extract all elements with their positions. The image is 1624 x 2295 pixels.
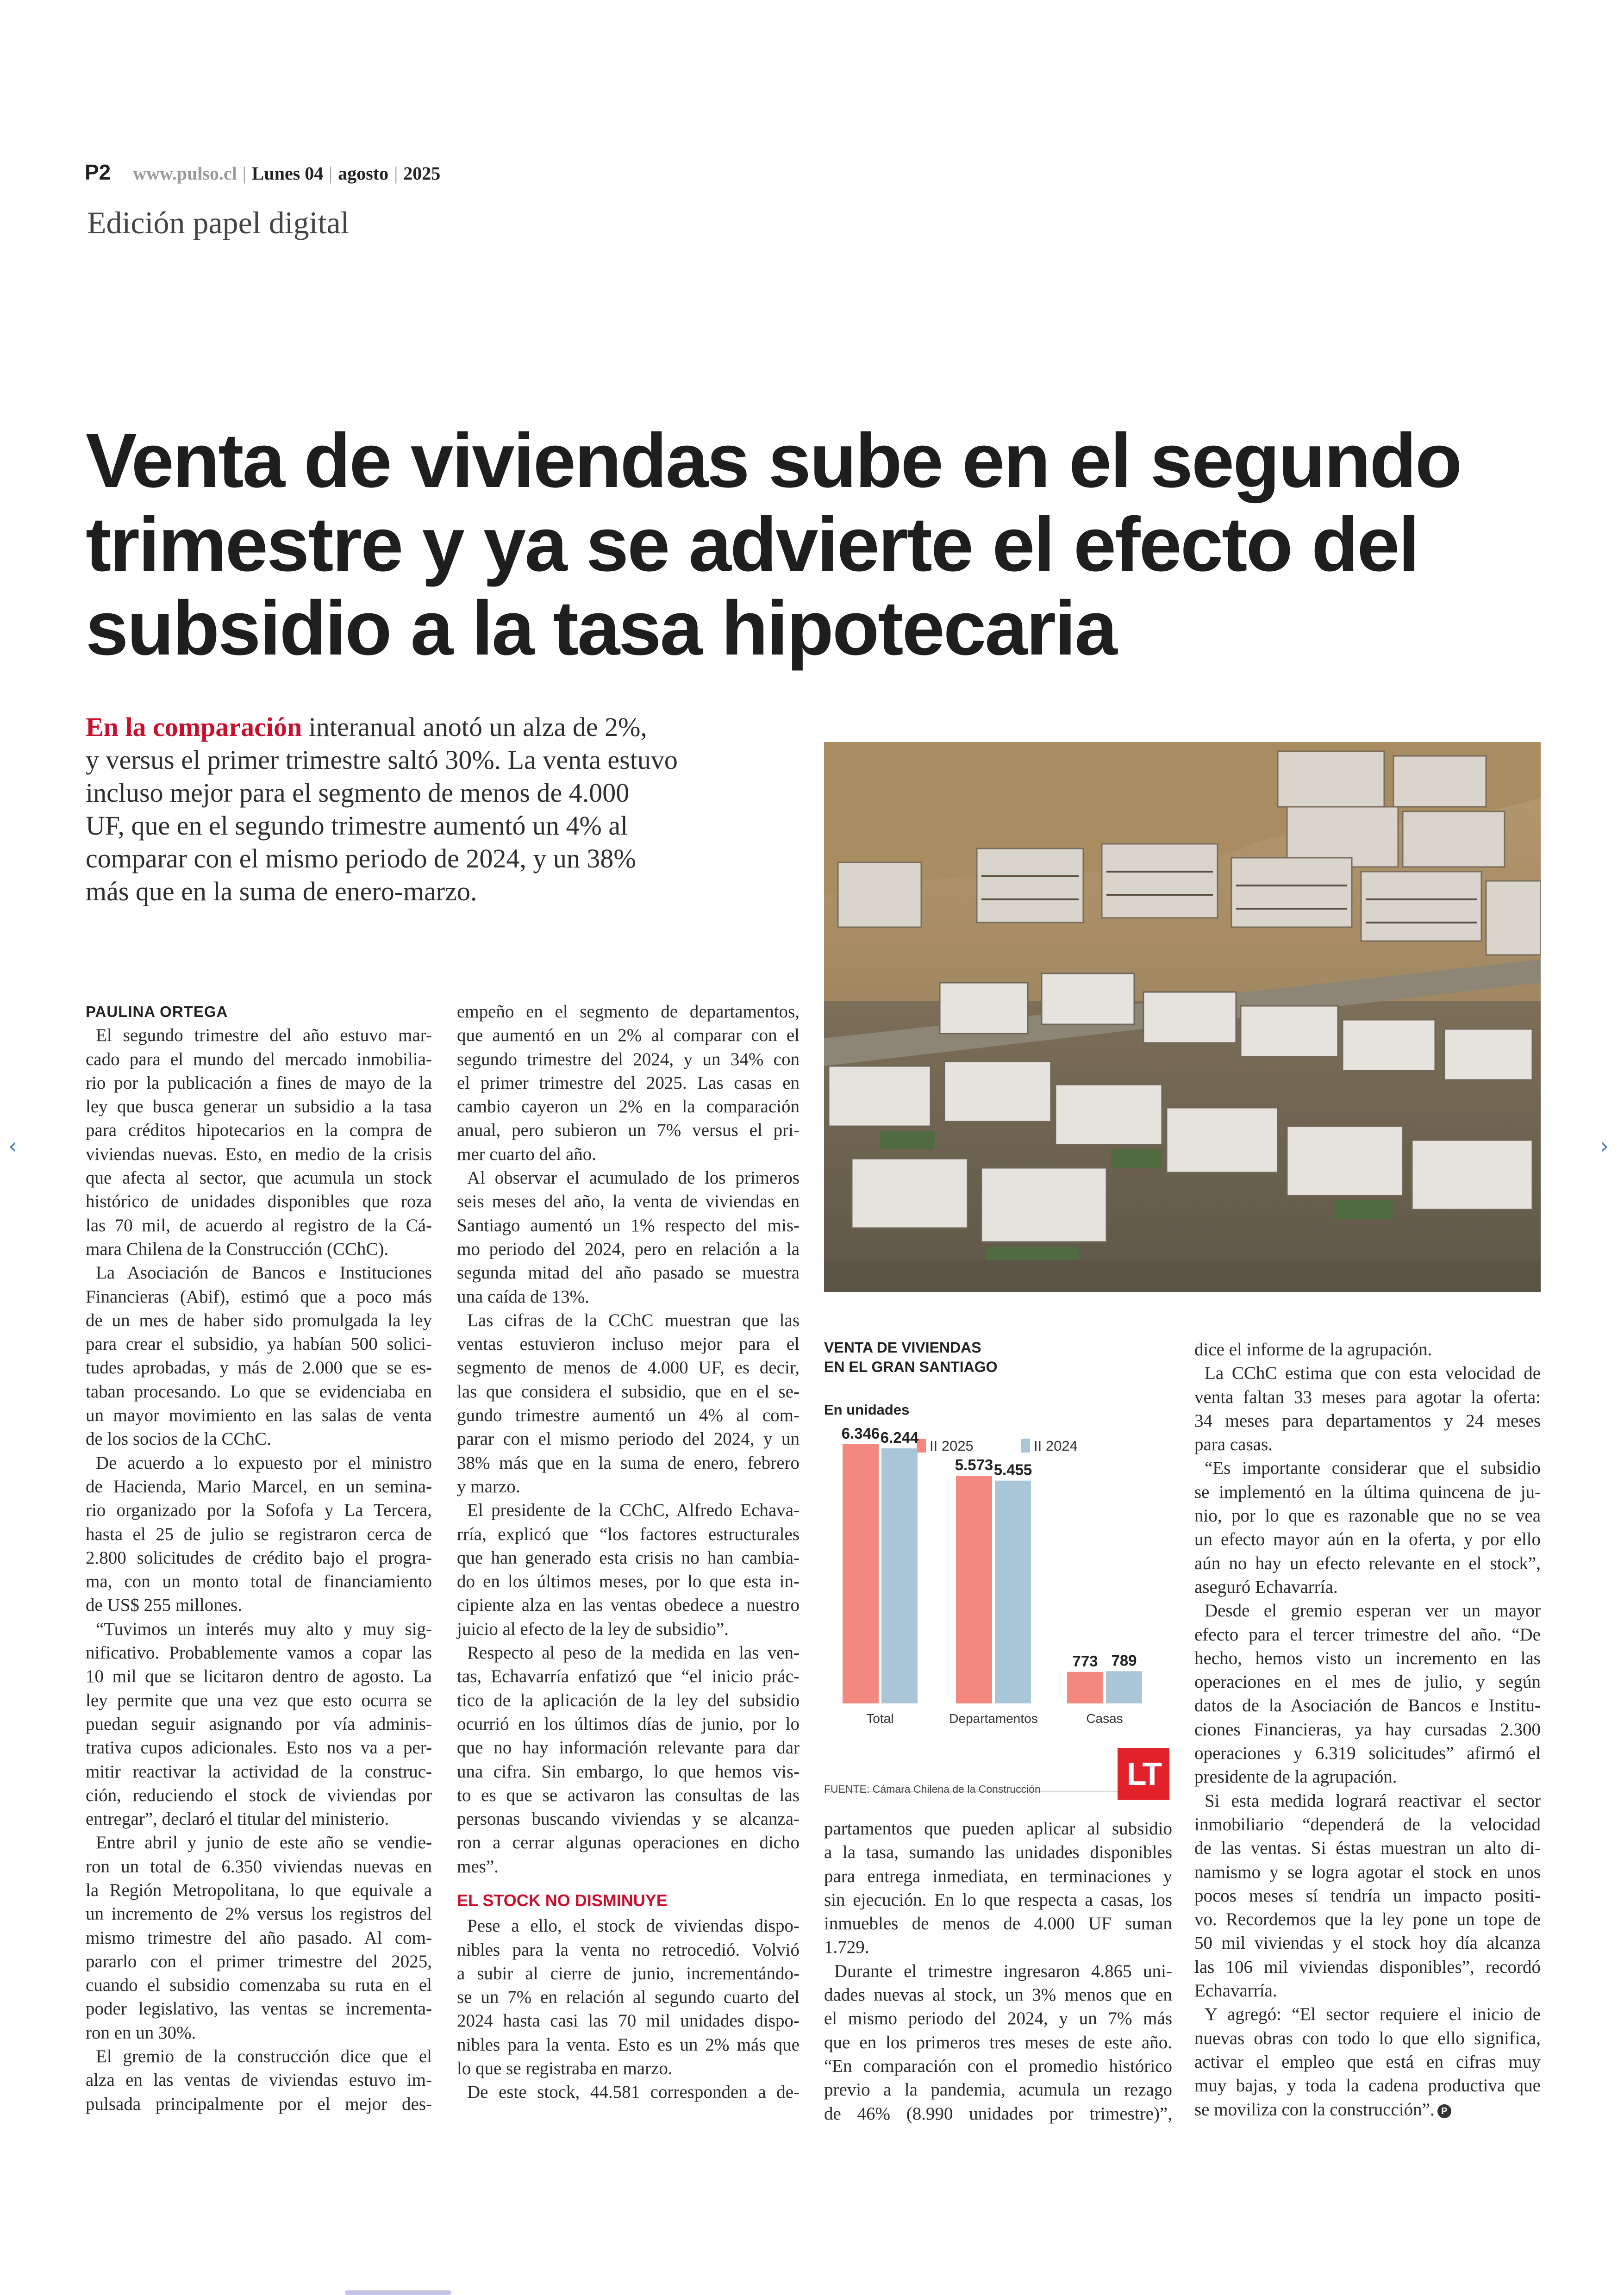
text-line: de 46% (8.990 unidades por trimestre)”, (824, 2103, 1172, 2124)
text-line: ron un total de 6.350 viviendas nuevas en (86, 1856, 432, 1877)
text-line: para entrega inmediata, en terminaciones y (824, 1866, 1172, 1886)
text-line: seis meses del año, la venta de viviendas en (457, 1191, 800, 1212)
text-line: previo a la pandemia, acumula un rezago (824, 2080, 1172, 2100)
text-line: ley permite que una vez que esto ocurra se (86, 1690, 432, 1710)
text-line: ron a cerrar algunas operaciones en dicho (457, 1833, 800, 1853)
column-text (86, 1023, 432, 2116)
text-line: vo. Recordemos que la ley pone un tope de (1194, 1909, 1541, 1930)
lead-text: interanual anotó un alza de 2%, (302, 712, 647, 742)
article-column-2 (457, 1000, 800, 2104)
text-line: histórico de unidades disponibles que roza (86, 1191, 432, 1212)
text-line: poder legislativo, las ventas se incrementa- (86, 1999, 432, 2019)
section-subhead: EL STOCK NO DISMINUYE (457, 1890, 668, 1910)
legend-swatch (1021, 1439, 1030, 1453)
text-line: de Hacienda, Mario Marcel, en un semina- (86, 1476, 432, 1497)
text-line: inmuebles de menos de 4.000 UF suman (824, 1914, 1172, 1934)
text-line: Santiago aumentó un 1% respecto del mis- (457, 1215, 800, 1235)
headline (86, 419, 1521, 670)
text-line: taban procesando. Lo que se evidenciaba en (86, 1381, 432, 1402)
chart-subtitle: En unidades (824, 1402, 910, 1418)
text-line: que aumentó en un 2% al comparar con el (457, 1025, 800, 1046)
text-line: 50 mil viviendas y el stock hoy día alcanza (1194, 1933, 1541, 1953)
text-line: namismo y se logra agotar el stock en unos (1194, 1862, 1541, 1882)
bar-departamentos-2025 (956, 1476, 992, 1703)
prev-page-icon[interactable]: ‹ (8, 1133, 18, 1159)
text-line: Y agregó: “El sector requiere el inicio de (1205, 2004, 1541, 2025)
text-line: rio organizado por la Sofofa y La Tercera, (86, 1500, 432, 1521)
end-mark-icon: P (1437, 2104, 1451, 2118)
site-url[interactable]: www.pulso.cl (133, 163, 237, 184)
text-line: que afecta al sector, que acumula un stock (86, 1168, 432, 1188)
text-line: viviendas nuevas. Esto, en medio de la crisis (86, 1144, 432, 1164)
text-line: juicio al efecto de la ley de subsidio”. (457, 1619, 729, 1639)
text-line: tudes aprobadas, y más de 2.000 que se es- (86, 1358, 432, 1378)
article-column-3 (824, 1817, 1172, 2126)
text-line: La CChC estima que con esta velocidad de (1205, 1363, 1541, 1384)
next-page-icon[interactable]: › (1600, 1133, 1609, 1159)
text-line: nibles para la venta no retrocedió. Volvió (457, 1940, 800, 1960)
text-line: las 106 mil viviendas disponibles”, recordó (1194, 1957, 1541, 1977)
text-line: que han generado esta crisis no han cambia- (457, 1547, 800, 1568)
bar-value-label: 6.346 (841, 1425, 880, 1442)
text-line: una cifra. Sin embargo, lo que hemos vis- (457, 1761, 800, 1782)
text-line: datos de la Asociación de Bancos e Institu- (1194, 1696, 1541, 1716)
article-column-4 (1194, 1338, 1541, 2121)
text-line: Al observar el acumulado de los primeros (467, 1168, 800, 1188)
scroll-indicator[interactable] (345, 2290, 451, 2295)
text-line: un mayor movimiento en las salas de venta (86, 1405, 432, 1426)
legend-label: II 2024 (1034, 1438, 1078, 1454)
text-line: 2024 hasta casi las 70 mil unidades dispo- (457, 2011, 800, 2031)
lead-line: y versus el primer trimestre saltó 30%. La venta estuvo (86, 745, 678, 775)
text-line: para créditos hipotecarios en la compra de (86, 1120, 432, 1141)
text-line: Pese a ello, el stock de viviendas dispo- (467, 1916, 800, 1936)
text-line: El segundo trimestre del año estuvo mar- (96, 1025, 432, 1046)
lead-line: comparar con el mismo periodo de 2024, y un 38% (86, 843, 636, 873)
text-line: segmento de menos de 4.000 UF, es decir, (457, 1358, 800, 1378)
text-line: nibles para la venta. Esto es un 2% más que (457, 2034, 800, 2055)
text-line: a la tasa, sumando las unidades disponibles (824, 1842, 1172, 1863)
lead-line: UF, que en el segundo trimestre aumentó un 4% al (86, 811, 628, 841)
text-line: La Asociación de Bancos e Instituciones (96, 1263, 432, 1283)
text-line: partamentos que pueden aplicar al subsidio (824, 1819, 1172, 1839)
text-line: tas, Echavarría enfatizó que “el inicio prác- (457, 1666, 800, 1687)
text-line: nificativo. Probablemente vamos a copar las (86, 1643, 432, 1663)
text-line: ventas estuvieron incluso mejor para el (457, 1334, 800, 1354)
text-line: cado para el mundo del mercado inmobilia- (86, 1049, 432, 1069)
text-line: to es que se activaron las consultas de las (457, 1785, 800, 1805)
text-line: la Región Metropolitana, lo que equivale a (86, 1880, 432, 1900)
legend-label: II 2025 (930, 1438, 974, 1454)
text-line: mer cuarto del año. (457, 1144, 597, 1164)
header-month: agosto (338, 163, 389, 184)
text-line: ciones Financieras, ya hay cursadas 2.300 (1194, 1719, 1541, 1740)
text-line: nio, por lo que es razonable que no se vea (1194, 1506, 1541, 1526)
text-line: “Es importante considerar que el subsidio (1205, 1458, 1541, 1478)
text-line: operaciones y 6.319 solicitudes” afirmó el (1194, 1743, 1541, 1764)
header-year: 2025 (403, 163, 441, 184)
text-line: ron en un 30%. (86, 2022, 196, 2043)
text-line: pocos meses sí tendría un impacto positi- (1194, 1885, 1541, 1906)
text-line: alza en las ventas de viviendas estuvo im- (86, 2070, 432, 2090)
text-line: cipiente alza en las ventas obedece a nuestro (457, 1595, 800, 1615)
text-line: dice el informe de la agrupación. (1194, 1340, 1432, 1360)
text-line: muy bajas, y toda la cadena productiva que (1194, 2076, 1541, 2096)
text-line: y marzo. (457, 1476, 520, 1497)
article-photo (824, 742, 1541, 1292)
text-line: dades nuevas al stock, un 3% menos que en (824, 1985, 1172, 2005)
text-line: El gremio de la construcción dice que el (96, 2046, 432, 2067)
text-line: El presidente de la CChC, Alfredo Echava- (467, 1500, 800, 1521)
text-line: ción, reduciendo el stock de viviendas por (86, 1785, 432, 1805)
text-line: 34 meses para departamentos y 24 meses (1194, 1410, 1541, 1431)
text-line: puedan seguir asignando por vía adminis- (86, 1714, 432, 1734)
lead-line (86, 711, 808, 743)
text-line: 10 mil que se licitaron dentro de agosto. La (86, 1666, 432, 1687)
text-line: el primer trimestre del 2025. Las casas en (457, 1073, 800, 1093)
separator: | (242, 163, 246, 184)
text-line: “Tuvimos un interés muy alto y muy sig- (96, 1619, 432, 1639)
text-line: se implementó en la última quincena de ju- (1194, 1482, 1541, 1502)
text-line: hecho, hemos visto un incremento en las (1194, 1648, 1541, 1668)
sales-chart (824, 1338, 1176, 1810)
text-line: segunda mitad del año pasado se muestra (457, 1263, 800, 1283)
bar-value-label: 5.455 (993, 1461, 1032, 1478)
text-line: activar el empleo que está en cifras muy (1194, 2052, 1541, 2072)
chart-title-line: EN EL GRAN SANTIAGO (824, 1359, 998, 1375)
text-line: inmobiliario “dependerá de la velocidad (1194, 1814, 1541, 1834)
text-line: entregar”, declaró el titular del ministerio. (86, 1809, 389, 1829)
text-line: ocurrió en los últimos días de junio, por lo (457, 1714, 800, 1734)
text-line: de los socios de la CChC. (86, 1429, 271, 1449)
text-line: lo que se registraba en marzo. (457, 2058, 673, 2079)
text-line: aún no hay un efecto relevante en el stock”, (1194, 1553, 1541, 1573)
text-line: a subir al cierre de junio, incrementándo- (457, 1963, 800, 1983)
column-text (1194, 1338, 1541, 2121)
text-line: un incremento de 2% versus los registros del (86, 1904, 432, 1924)
text-line: “En comparación con el promedio histórico (824, 2056, 1172, 2076)
text-line: para casas. (1194, 1434, 1273, 1455)
lead-line: incluso mejor para el segmento de menos de 4.000 (86, 778, 630, 808)
text-line: 38% más que en la suma de enero, febrero (457, 1453, 800, 1473)
category-label: Casas (1086, 1711, 1123, 1726)
text-line: De acuerdo a lo expuesto por el ministro (96, 1453, 432, 1473)
text-line: las 70 mil, de acuerdo al registro de la Cá- (86, 1215, 432, 1235)
separator: | (394, 163, 398, 184)
text-line: cambio cayeron un 2% en la comparación (457, 1097, 800, 1117)
bar-casas-2024 (1106, 1671, 1142, 1703)
column-text (824, 1817, 1172, 2126)
column-text (457, 1000, 800, 1878)
chart-source: FUENTE: Cámara Chilena de la Construcción (824, 1783, 1041, 1795)
text-line: mo periodo del 2024, pero en relación a la (457, 1239, 800, 1259)
text-line: mismo trimestre del año pasado. Al com- (86, 1927, 432, 1948)
text-line: un efecto mayor aún en la oferta, y por ello (1194, 1529, 1541, 1550)
bar-total-2024 (881, 1448, 918, 1703)
text-line: rría, explicó que “los factores estructurales (457, 1524, 800, 1544)
text-line: pulsada principalmente por el mejor des- (86, 2094, 432, 2114)
text-line: Las cifras de la CChC muestran que las (467, 1310, 800, 1330)
bar-value-label: 6.244 (880, 1429, 919, 1447)
column-text (457, 1914, 800, 2104)
text-line: cuando el subsidio comenzaba su ruta en el (86, 1975, 432, 1996)
text-line: aseguró Echavarría. (1194, 1577, 1338, 1597)
chart-plot (824, 1338, 1176, 1810)
text-line: parar con el mismo periodo del 2024, y un (457, 1429, 800, 1449)
text-line: mitir reactivar la actividad de la construc- (86, 1761, 432, 1782)
byline: PAULINA ORTEGA (86, 1003, 228, 1020)
lead-paragraph (86, 711, 808, 908)
separator: | (329, 163, 333, 184)
text-line: se moviliza con la construcción”. (1194, 2099, 1435, 2120)
text-line: gundo trimestre aumentó un 4% al com- (457, 1405, 800, 1426)
text-line: que no hay información relevante para dar (457, 1738, 800, 1758)
bar-departamentos-2024 (995, 1481, 1031, 1703)
text-line: de las ventas. Si éstas muestran un alto di- (1194, 1838, 1541, 1858)
text-line: 2.800 solicitudes de crédito bajo el progra- (86, 1547, 432, 1568)
text-line: tico de la aplicación de la ley del subsidio (457, 1690, 800, 1710)
text-line: empeño en el segmento de departamentos, (457, 1002, 800, 1022)
text-line: anual, pero subieron un 7% versus el pri- (457, 1120, 800, 1141)
text-line: una caída de 13%. (457, 1286, 589, 1307)
headline-line: trimestre y ya se advierte el efecto del (86, 502, 1418, 587)
lt-logo: LT (1118, 1748, 1169, 1800)
text-line: sin ejecución. En lo que respecta a casas, los (824, 1890, 1172, 1910)
edition-label: Edición papel digital (87, 205, 350, 240)
aerial-housing-photo (824, 742, 1541, 1292)
text-line: Financieras (Abif), estimó que a poco más (86, 1286, 432, 1307)
bar-value-label: 789 (1111, 1652, 1137, 1669)
text-line: pararlo con el primer trimestre del 2025, (86, 1951, 432, 1971)
text-line: nuevas obras con todo lo que ello significa, (1194, 2028, 1541, 2048)
chart-title-line: VENTA DE VIVIENDAS (824, 1339, 981, 1356)
text-line: trativa cupos adicionales. Esto nos va a per- (86, 1738, 432, 1758)
text-line: el mismo periodo del 2024, y un 7% más (824, 2008, 1172, 2029)
text-line: ley que busca generar un subsidio a la tasa (86, 1097, 432, 1117)
lead-line: más que en la suma de enero-marzo. (86, 876, 477, 906)
text-line: mes”. (457, 1856, 499, 1877)
headline-line: subsidio a la tasa hipotecaria (86, 586, 1116, 671)
text-line: venta faltan 33 meses para agotar la oferta: (1194, 1387, 1541, 1407)
text-line: las que considera el subsidio, que en el se- (457, 1381, 800, 1402)
text-line: Entre abril y junio de este año se vendie- (96, 1833, 432, 1853)
category-label: Departamentos (949, 1711, 1038, 1726)
text-line: efecto para el tercer trimestre del año. “De (1194, 1624, 1541, 1645)
text-line: para crear el subsidio, ya habían 500 solici- (86, 1334, 432, 1354)
text-line: rio por la publicación a fines de mayo de la (86, 1073, 432, 1093)
page-header (85, 160, 440, 187)
text-line: hasta el 25 de julio se registraron cerca de (86, 1524, 432, 1544)
text-line: do en los últimos meses, por lo que esta in- (457, 1572, 800, 1592)
text-line: ma, con un monto total de financiamiento (86, 1572, 432, 1592)
text-line: de un mes de haber sido promulgada la ley (86, 1310, 432, 1330)
lead-kicker: En la comparación (86, 712, 302, 742)
text-line: Desde el gremio esperan ver un mayor (1205, 1601, 1541, 1621)
text-line: mara Chilena de la Construcción (CChC). (86, 1239, 389, 1259)
text-line: operaciones en el mes de julio, y según (1194, 1672, 1541, 1692)
page-number: P2 (85, 160, 111, 184)
text-line: presidente de la agrupación. (1194, 1767, 1397, 1787)
article-column-1 (86, 1000, 432, 2116)
header-day: Lunes 04 (251, 163, 324, 184)
bar-casas-2025 (1067, 1672, 1103, 1703)
text-line: Si esta medida logrará reactivar el sector (1205, 1790, 1541, 1811)
bar-total-2025 (843, 1444, 879, 1703)
text-line: Durante el trimestre ingresaron 4.865 uni- (834, 1961, 1172, 1981)
text-line: que en los primeros tres meses de este año. (824, 2032, 1172, 2052)
text-line: De este stock, 44.581 corresponden a de- (467, 2082, 800, 2102)
text-line: Echavarría. (1194, 1981, 1277, 2001)
text-line: segundo trimestre del 2024, y un 34% con (457, 1049, 800, 1069)
headline-line: Venta de viviendas sube en el segundo (86, 418, 1461, 504)
bar-value-label: 5.573 (955, 1456, 993, 1474)
category-label: Total (866, 1711, 894, 1726)
bar-value-label: 773 (1072, 1652, 1098, 1670)
text-line: Respecto al peso de la medida en las ven- (467, 1643, 800, 1663)
text-line: 1.729. (824, 1937, 869, 1958)
text-line: personas buscando viviendas y se alcanza- (457, 1809, 800, 1829)
text-line: se un 7% en relación al segundo cuarto del (457, 1987, 800, 2008)
text-line: de US$ 255 millones. (86, 1595, 242, 1615)
